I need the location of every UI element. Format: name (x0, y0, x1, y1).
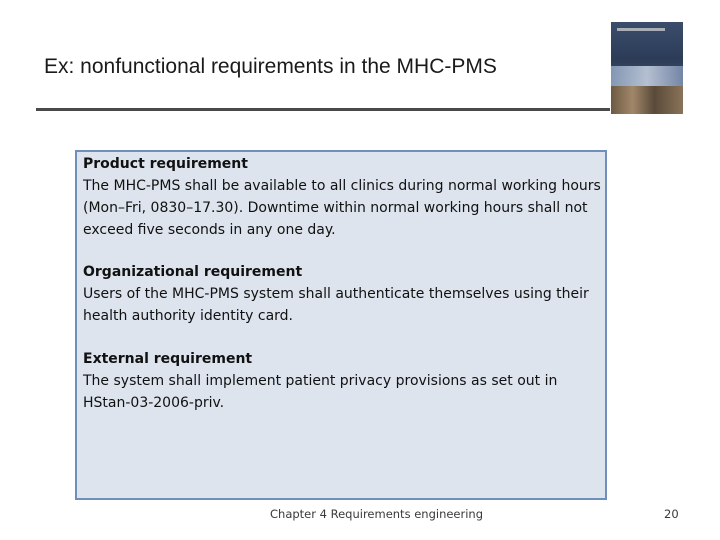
cover-strip (617, 28, 665, 31)
requirement-heading: Organizational requirement (83, 264, 303, 280)
requirement-text: Users of the MHC-PMS system shall authenticate themselves using their health authority identity card. (83, 286, 589, 324)
requirement-text: The system shall implement patient privacy provisions as set out in HStan-03-2006-priv. (83, 373, 558, 411)
slide-title: Ex: nonfunctional requirements in the MHC-PMS (44, 55, 497, 78)
requirement-external (83, 348, 603, 414)
requirement-organizational (83, 261, 603, 327)
book-cover-image (611, 22, 683, 114)
requirement-heading: Product requirement (83, 156, 248, 172)
requirement-product (83, 153, 603, 241)
requirement-text: The MHC-PMS shall be available to all clinics during normal working hours (Mon–Fri, 0830–17.30). Downtime within normal working hours shall not exceed five seconds in any one day. (83, 178, 601, 238)
title-divider (36, 108, 610, 111)
footer-chapter: Chapter 4 Requirements engineering (270, 507, 484, 521)
cover-cityscape (611, 86, 683, 114)
cover-title-band (611, 66, 683, 86)
page-number: 20 (664, 507, 679, 521)
requirement-heading: External requirement (83, 351, 253, 367)
